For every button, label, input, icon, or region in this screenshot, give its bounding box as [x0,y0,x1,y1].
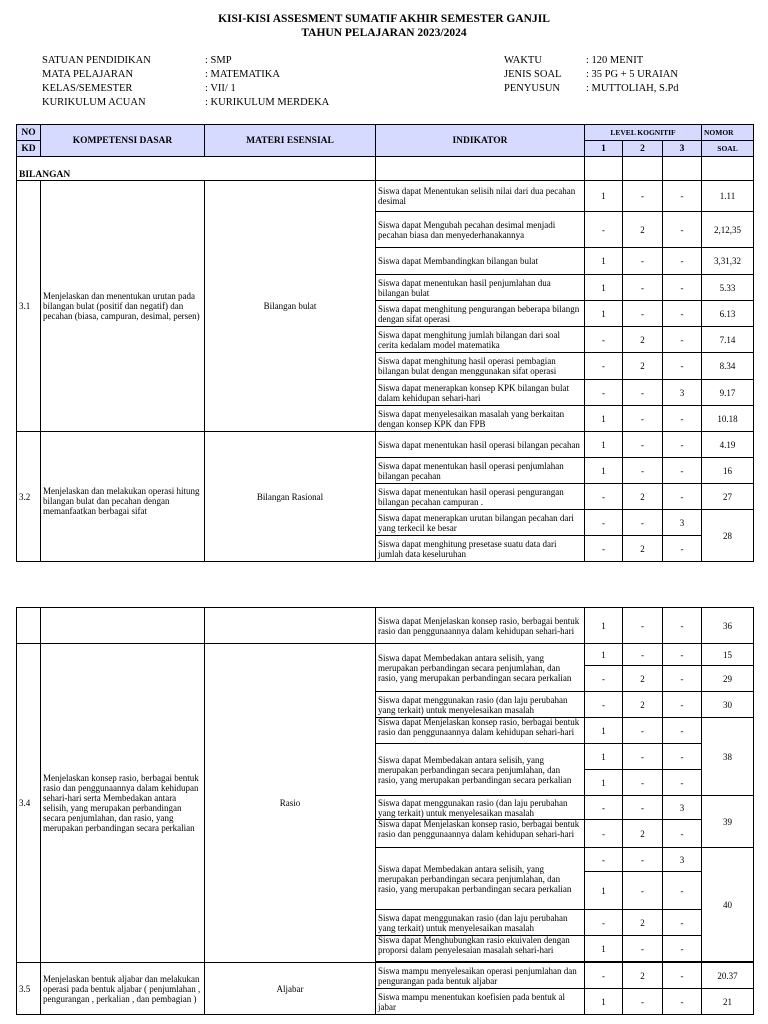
indikator-text: Siswa dapat menghitung hasil operasi pembagian bilangan bulat dengan menggunakan sifat operasi [376,353,585,380]
indikator-text: Siswa dapat Mengubah pecahan desimal menjadi pecahan biasa dan menyederhanakannya [376,212,585,248]
empty-cell [205,608,376,644]
level-3-cell: - [663,820,702,848]
level-3-cell: 3 [663,510,702,536]
nomor-soal-cell: 38 [702,718,754,796]
level-3-cell: - [663,248,702,275]
indikator-text: Siswa mampu menyelesaikan operasi penjumlahan dan pengurangan pada bentuk aljabar [376,963,585,989]
level-3-cell: - [663,770,702,796]
indikator-text: Siswa dapat menggunakan rasio (dan laju perubahan yang terkait) untuk menyelesaikan masalah [376,692,585,718]
level-1-cell: - [585,353,623,380]
header-kompetensi-dasar: KOMPETENSI DASAR [41,125,205,157]
level-1-cell: - [585,212,623,248]
level-3-cell: - [663,301,702,327]
nomor-soal-cell: 9.17 [702,380,754,406]
level-2-cell: - [623,936,663,962]
level-1-cell: 1 [585,301,623,327]
level-1-cell: 1 [585,248,623,275]
level-1-cell: 1 [585,406,623,432]
meta-value-satuan: : SMP [205,55,232,66]
empty-cell [376,157,585,181]
level-2-cell: 2 [623,484,663,510]
nomor-soal-cell: 21 [702,989,754,1015]
level-3-cell: - [663,666,702,692]
level-2-cell: 2 [623,692,663,718]
level-1-cell: 1 [585,744,623,770]
indikator-text: Siswa dapat menghitung jumlah bilangan dari soal cerita kedalam model matematika [376,327,585,353]
level-3-cell: 3 [663,380,702,406]
indikator-clipped: Siswa dapat Menjelaskan konsep rasio, berbagai bentuk rasio dan penggunaannya dalam kehidupan sehari-hari [378,716,580,737]
empty-cell [41,608,205,644]
meta-value-waktu: : 120 MENIT [586,55,644,66]
indikator-clipped: Siswa dapat Menjelaskan konsep rasio, berbagai bentuk rasio dan penggunaannya dalam kehidupan sehari-hari [378,818,580,839]
header-level-kognitif: LEVEL KOGNITIF [585,125,702,141]
nomor-soal-cell: 20.37 [702,963,754,989]
level-3-cell: - [663,484,702,510]
nomor-soal-cell: 6.13 [702,301,754,327]
level-3-cell: - [663,872,702,910]
level-2-cell: - [623,989,663,1015]
level-3-cell: - [663,718,702,744]
level-1-cell: 1 [585,989,623,1015]
level-3-cell: - [663,327,702,353]
kompetensi-dasar-text: Menjelaskan konsep rasio, berbagai bentuk rasio dan penggunaannya dalam kehidupan sehari-hari serta Membedakan antara selisih, yang merupakan perbandingan secara penjumlahan, dan rasio, yang merupakan perbandingan secara perkalian [41,644,205,963]
level-2-cell: - [623,380,663,406]
level-3-cell: - [663,432,702,458]
meta-value-penyusun: : MUTTOLIAH, S.Pd [586,83,679,94]
meta-value-mapel: : MATEMATIKA [205,69,280,80]
level-3-cell: - [663,406,702,432]
level-1-cell: - [585,380,623,406]
level-1-cell: 1 [585,936,623,962]
level-3-cell: 3 [663,796,702,820]
empty-cell [585,157,623,181]
nomor-soal-cell: 2,12,35 [702,212,754,248]
indikator-clipped: Siswa dapat Menghubungkan rasio ekuivalen dengan proporsi dalam penyelesaian masalah sehari-hari [378,934,570,955]
indikator-text: Siswa dapat menerapkan urutan bilangan pecahan dari yang terkecil ke besar [376,510,585,536]
level-3-cell: - [663,212,702,248]
level-1-cell: 1 [585,770,623,796]
level-2-cell: - [623,458,663,484]
indikator-text: Siswa dapat Menentukan selisih nilai dari dua pecahan desimal [376,181,585,212]
level-2-cell: - [623,644,663,666]
meta-label-mapel: MATA PELAJARAN [42,69,134,80]
level-1-cell: 1 [585,458,623,484]
materi-esensial-text: Aljabar [205,963,376,1015]
header-level-1: 1 [585,141,623,157]
level-3-cell: - [663,963,702,989]
level-1-cell: - [585,910,623,936]
header-kd: KD [17,141,41,157]
indikator-text: Siswa dapat menghitung presetase suatu data dari jumlah data keseluruhan [376,536,585,562]
level-3-cell: - [663,458,702,484]
indikator-text: Siswa dapat menentukan hasil operasi pengurangan bilangan pecahan campuran . [376,484,585,510]
meta-value-kelas: : VII/ 1 [205,83,236,94]
nomor-soal-cell: 10.18 [702,406,754,432]
kd-number: 3.1 [17,181,41,432]
meta-label-penyusun: PENYUSUN [504,83,561,94]
indikator-text: Siswa dapat menerapkan konsep KPK bilangan bulat dalam kehidupan sehari-hari [376,380,585,406]
level-3-cell: - [663,536,702,562]
level-2-cell: 2 [623,536,663,562]
level-3-cell: - [663,181,702,212]
level-1-cell: - [585,666,623,692]
kisi-kisi-table-page-2 [16,607,754,1015]
level-2-cell: 2 [623,666,663,692]
nomor-soal-cell: 39 [702,796,754,848]
nomor-soal-cell: 3,31,32 [702,248,754,275]
header-nomor: NOMOR [702,125,754,141]
level-3-cell: - [663,936,702,962]
level-2-cell: - [623,181,663,212]
indikator-text: Siswa dapat menentukan hasil operasi bilangan pecahan [376,432,585,458]
nomor-soal-cell: 16 [702,458,754,484]
nomor-soal-cell: 36 [702,608,754,644]
document-title: KISI-KISI ASSESMENT SUMATIF AKHIR SEMESTER GANJIL [218,13,550,25]
header-no: NO [17,125,41,141]
indikator-text: Siswa mampu menentukan koefisien pada bentuk al jabar [376,989,585,1015]
indikator-text: Siswa dapat menyelesaikan masalah yang berkaitan dengan konsep KPK dan FPB [376,406,585,432]
level-3-cell: - [663,608,702,644]
kompetensi-dasar-text: Menjelaskan dan menentukan urutan pada bilangan bulat (positif dan negatif) dan pecahan (biasa, campuran, desimal, persen) [41,181,205,432]
level-2-cell: - [623,848,663,872]
indikator-text: Siswa dapat Membedakan antara selisih, yang merupakan perbandingan secara penjumlahan, dan rasio, yang merupakan perbandingan secara perkalian [376,848,585,910]
nomor-soal-cell: 40 [702,848,754,962]
level-1-cell: - [585,484,623,510]
meta-label-kurikulum: KURIKULUM ACUAN [42,97,146,108]
nomor-soal-cell: 4.19 [702,432,754,458]
level-2-cell: - [623,718,663,744]
nomor-soal-cell: 29 [702,666,754,692]
level-1-cell: 1 [585,275,623,301]
level-3-cell: - [663,989,702,1015]
header-soal: SOAL [702,141,754,157]
level-3-cell: - [663,275,702,301]
level-2-cell: 2 [623,910,663,936]
indikator-text [376,718,585,744]
kd-number: 3.5 [17,963,41,1015]
level-1-cell: 1 [585,872,623,910]
level-2-cell: 2 [623,212,663,248]
nomor-soal-cell: 30 [702,692,754,718]
header-level-2: 2 [623,141,663,157]
level-2-cell: - [623,744,663,770]
materi-esensial-text: Bilangan Rasional [205,432,376,562]
empty-cell [623,157,663,181]
level-3-cell: - [663,744,702,770]
kd-number: 3.4 [17,644,41,963]
indikator-text [376,820,585,848]
level-1-cell: - [585,692,623,718]
level-3-cell: - [663,692,702,718]
materi-esensial-text: Rasio [205,644,376,963]
level-3-cell: 3 [663,848,702,872]
meta-label-kelas: KELAS/SEMESTER [42,83,133,94]
kisi-kisi-table-page-1 [16,124,754,562]
level-1-cell: - [585,536,623,562]
kompetensi-dasar-text [41,432,205,562]
indikator-text: Siswa dapat Membedakan antara selisih, yang merupakan perbandingan secara penjumlahan, dan rasio, yang merupakan perbandingan secara perkalian [376,644,585,692]
kompetensi-dasar-text: Menjelaskan bentuk aljabar dan melakukan operasi pada bentuk aljabar ( penjumlahan , pengurangan , perkalian , dan pembagian ) [41,963,205,1015]
indikator-text: Siswa dapat Membandingkan bilangan bulat [376,248,585,275]
empty-cell [17,608,41,644]
level-2-cell: - [623,770,663,796]
document-subtitle: TAHUN PELAJARAN 2023/2024 [301,27,467,39]
indikator-text: Siswa dapat menggunakan rasio (dan laju perubahan yang terkait) untuk menyelesaikan masalah [376,796,585,820]
level-2-cell: 2 [623,820,663,848]
indikator-text: Siswa dapat menghitung pengurangan beberapa bilangn dengan sifat operasi [376,301,585,327]
nomor-soal-cell: 7.14 [702,327,754,353]
level-3-cell: - [663,353,702,380]
level-3-cell: - [663,910,702,936]
nomor-soal-cell: 5.33 [702,275,754,301]
level-1-cell: 1 [585,181,623,212]
level-1-cell: 1 [585,644,623,666]
header-materi-esensial: MATERI ESENSIAL [205,125,376,157]
kd-number: 3.2 [17,432,41,562]
level-2-cell: 2 [623,353,663,380]
indikator-text: Siswa dapat Menjelaskan konsep rasio, berbagai bentuk rasio dan penggunaannya dalam kehidupan sehari-hari [376,608,585,644]
indikator-text: Siswa dapat menggunakan rasio (dan laju perubahan yang terkait) untuk menyelesaikan masalah [376,910,585,936]
level-2-cell: - [623,796,663,820]
level-1-cell: - [585,796,623,820]
meta-label-satuan: SATUAN PENDIDIKAN [42,55,151,66]
level-2-cell: - [623,510,663,536]
level-2-cell: - [623,406,663,432]
nomor-soal-cell: 8.34 [702,353,754,380]
empty-cell [205,157,376,181]
meta-label-jenis-soal: JENIS SOAL [504,69,562,80]
level-2-cell: - [623,248,663,275]
level-1-cell: - [585,963,623,989]
empty-cell [702,157,754,181]
level-2-cell: 2 [623,963,663,989]
level-1-cell: - [585,510,623,536]
section-title: BILANGAN [17,157,205,181]
header-indikator: INDIKATOR [376,125,585,157]
header-level-3: 3 [663,141,702,157]
level-2-cell: - [623,432,663,458]
meta-value-kurikulum: : KURIKULUM MERDEKA [205,97,330,108]
nomor-soal-cell: 28 [702,510,754,562]
empty-cell [663,157,702,181]
level-3-cell: - [663,644,702,666]
indikator-text: Siswa dapat Membedakan antara selisih, yang merupakan perbandingan secara penjumlahan, dan rasio, yang merupakan perbandingan secara perkalian [376,744,585,796]
indikator-text: Siswa dapat menentukan hasil penjumlahan dua bilangan bulat [376,275,585,301]
nomor-soal-cell: 27 [702,484,754,510]
indikator-text [376,936,585,962]
level-2-cell: - [623,608,663,644]
level-2-cell: - [623,275,663,301]
indikator-text: Siswa dapat menentukan hasil operasi penjumlahan bilangan pecahan [376,458,585,484]
kompetensi-dasar-clipped: Menjelaskan dan melakukan operasi hitung bilangan bulat dan pecahan dengan memanfaatkan berbagai sifat [43,485,200,516]
nomor-soal-cell: 15 [702,644,754,666]
meta-value-jenis-soal: : 35 PG + 5 URAIAN [586,69,678,80]
level-1-cell: - [585,327,623,353]
materi-esensial-text: Bilangan bulat [205,181,376,432]
level-1-cell: 1 [585,432,623,458]
level-2-cell: 2 [623,327,663,353]
level-1-cell: - [585,848,623,872]
meta-label-waktu: WAKTU [504,55,542,66]
level-2-cell: - [623,301,663,327]
level-1-cell: 1 [585,718,623,744]
level-2-cell: - [623,872,663,910]
nomor-soal-cell: 1.11 [702,181,754,212]
level-1-cell: 1 [585,608,623,644]
level-1-cell: - [585,820,623,848]
